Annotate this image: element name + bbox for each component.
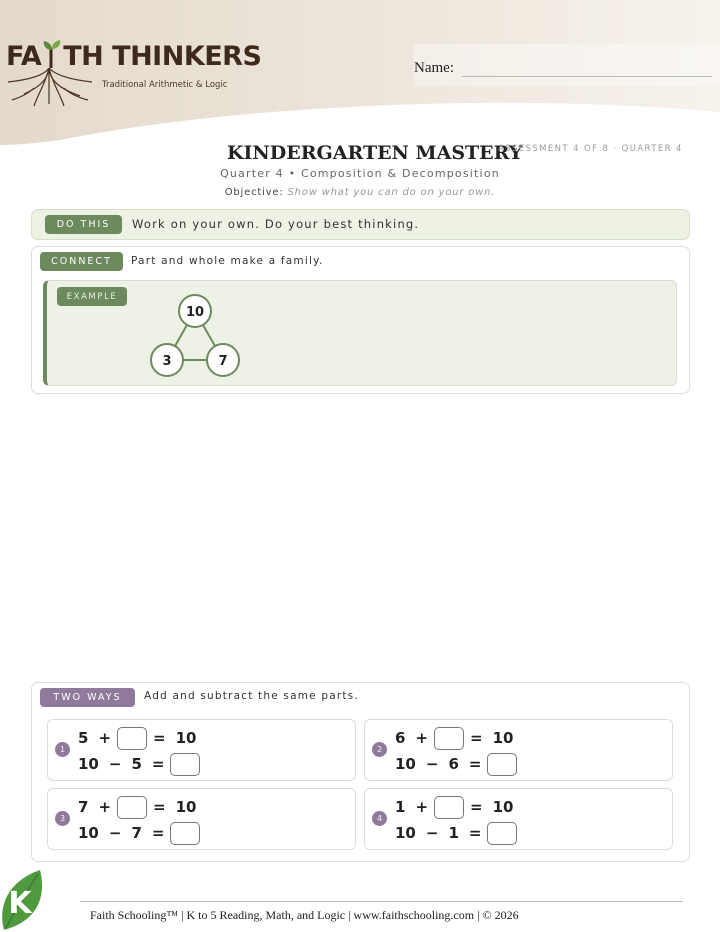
problem-card-2	[364, 719, 673, 781]
answer-box[interactable]	[434, 727, 464, 750]
subtraction-equation	[78, 821, 206, 845]
equals-sign: =	[153, 729, 166, 747]
problem-card-4	[364, 788, 673, 850]
roots-icon	[4, 68, 94, 108]
whole-value: 10	[492, 798, 514, 816]
objective-label: Objective:	[224, 187, 284, 198]
brand-subtitle: Traditional Arithmetic & Logic	[102, 80, 228, 90]
addition-equation	[78, 795, 196, 819]
minus-sign: −	[425, 824, 439, 842]
plus-sign: +	[415, 729, 429, 747]
answer-box[interactable]	[487, 753, 517, 776]
number-bond-diagram	[145, 290, 245, 382]
example-tag: EXAMPLE	[57, 287, 127, 306]
subtraction-equation	[78, 752, 206, 776]
minus-sign: −	[108, 824, 122, 842]
assessment-label: ASSESSMENT 4 OF 8 · QUARTER 4	[498, 144, 683, 154]
leaf-logo-letter: K	[8, 886, 32, 921]
footer-divider	[80, 901, 683, 902]
tree-icon	[41, 40, 63, 68]
whole-value: 10	[492, 729, 514, 747]
answer-box[interactable]	[434, 796, 464, 819]
connect-text: Part and whole make a family.	[131, 255, 324, 267]
name-label: Name:	[414, 60, 454, 76]
footer-text: Faith Schooling™ | K to 5 Reading, Math, and Logic | www.faithschooling.com | © 2026	[90, 908, 519, 922]
two-ways-tag: TWO WAYS	[40, 688, 135, 707]
objective-text: Show what you can do on your own.	[287, 187, 496, 198]
answer-box[interactable]	[170, 753, 200, 776]
do-this-tag: DO THIS	[45, 215, 122, 234]
leaf-logo-icon	[0, 868, 50, 932]
plus-sign: +	[415, 798, 429, 816]
equals-sign: =	[468, 755, 482, 773]
plus-sign: +	[98, 729, 112, 747]
connect-tag: CONNECT	[40, 252, 123, 271]
answer-box[interactable]	[170, 822, 200, 845]
objective	[0, 187, 720, 198]
whole-value: 10	[175, 798, 197, 816]
part-left-number: 3	[162, 354, 172, 369]
subtrahend: 1	[448, 824, 459, 842]
brand-title-part-b: TH THINKERS	[63, 41, 262, 72]
example-box	[43, 280, 677, 386]
whole-value: 10	[395, 824, 416, 842]
answer-box[interactable]	[487, 822, 517, 845]
whole-value: 10	[78, 824, 99, 842]
subtraction-equation	[395, 752, 523, 776]
equals-sign: =	[470, 729, 483, 747]
addend: 6	[395, 729, 406, 747]
equals-sign: =	[470, 798, 483, 816]
addition-equation	[395, 726, 513, 750]
addition-equation	[78, 726, 196, 750]
addend: 1	[395, 798, 406, 816]
part-right-number: 7	[218, 354, 228, 369]
subtraction-equation	[395, 821, 523, 845]
answer-box[interactable]	[117, 727, 147, 750]
problem-number: 3	[55, 811, 70, 826]
problem-number: 4	[372, 811, 387, 826]
addend: 7	[78, 798, 89, 816]
addition-equation	[395, 795, 513, 819]
problem-number: 1	[55, 742, 70, 757]
whole-value: 10	[175, 729, 197, 747]
brand-title-part-a: FA	[6, 41, 42, 72]
two-ways-text: Add and subtract the same parts.	[144, 690, 359, 702]
problem-number: 2	[372, 742, 387, 757]
plus-sign: +	[98, 798, 112, 816]
page-title: KINDERGARTEN MASTERY	[227, 142, 523, 164]
minus-sign: −	[425, 755, 439, 773]
page-subtitle: Quarter 4 • Composition & Decomposition	[220, 167, 500, 180]
subtrahend: 6	[448, 755, 459, 773]
problem-card-3	[47, 788, 356, 850]
whole-number: 10	[185, 305, 205, 320]
whole-value: 10	[395, 755, 416, 773]
problem-card-1	[47, 719, 356, 781]
equals-sign: =	[468, 824, 482, 842]
equals-sign: =	[151, 824, 165, 842]
name-box	[414, 44, 720, 86]
subtrahend: 7	[131, 824, 142, 842]
minus-sign: −	[108, 755, 122, 773]
subtrahend: 5	[131, 755, 142, 773]
whole-value: 10	[78, 755, 99, 773]
name-input-line[interactable]	[462, 76, 712, 77]
equals-sign: =	[153, 798, 166, 816]
equals-sign: =	[151, 755, 165, 773]
answer-box[interactable]	[117, 796, 147, 819]
addend: 5	[78, 729, 89, 747]
do-this-text: Work on your own. Do your best thinking.	[132, 217, 420, 231]
